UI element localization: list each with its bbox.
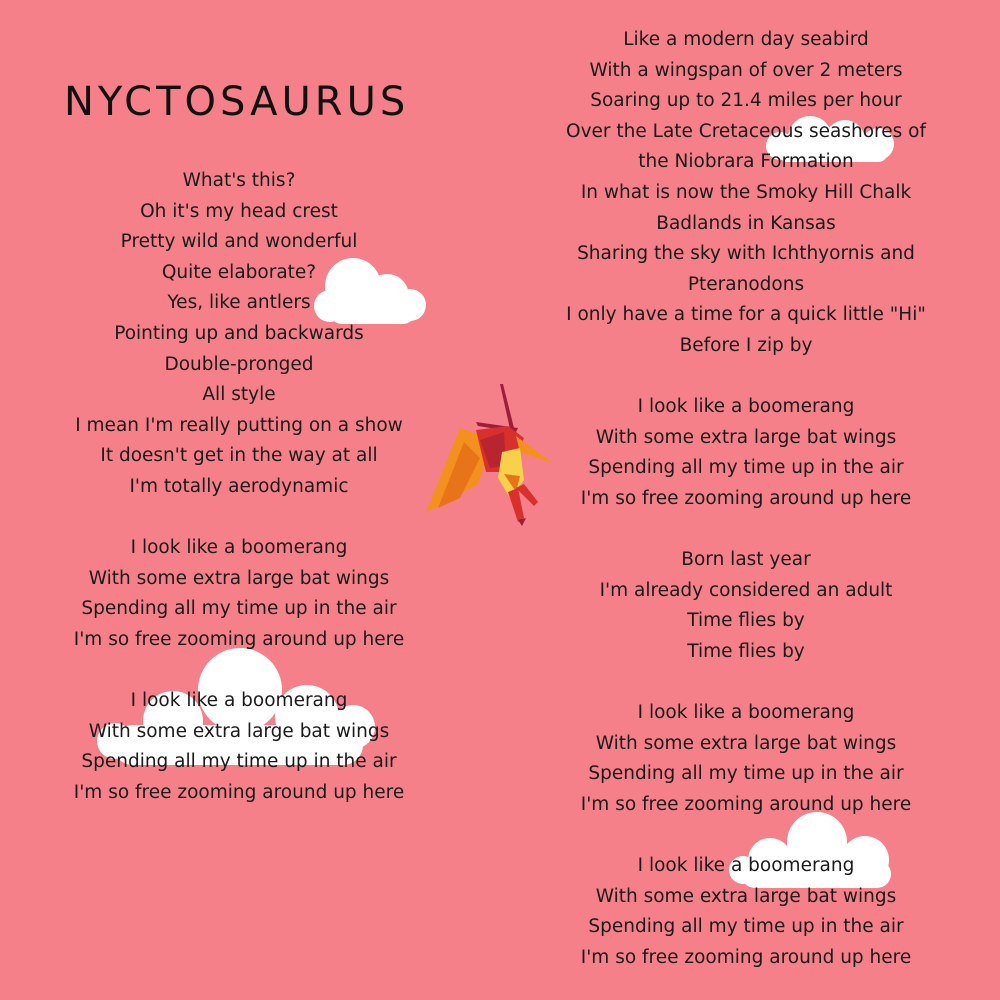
lyric-line: Born last year (681, 549, 811, 571)
lyric-line: Over the Late Cretaceous seashores of (566, 120, 926, 142)
lyric-line: Spending all my time up in the air (588, 763, 904, 785)
lyric-line: All style (202, 384, 276, 406)
lyric-line: With some extra large bat wings (88, 720, 390, 742)
lyric-line: Pretty wild and wonderful (120, 231, 358, 253)
lyric-line: I'm so free zooming around up here (580, 487, 912, 509)
stanza-break (547, 515, 945, 546)
lyric-line: With some extra large bat wings (88, 567, 390, 589)
lyric-line: I look like a boomerang (130, 537, 348, 559)
lyric-line: I'm so free zooming around up here (580, 946, 912, 968)
lyric-line: Time flies by (687, 610, 805, 632)
pterosaur-icon (420, 380, 560, 530)
lyric-line: Pteranodons (687, 273, 805, 295)
lyric-line: Pointing up and backwards (114, 322, 364, 344)
lyric-line: I'm already considered an adult (599, 579, 893, 601)
lyric-line: I mean I'm really putting on a show (75, 414, 403, 436)
lyric-line: Oh it's my head crest (140, 200, 338, 222)
lyric-line: I look like a boomerang (130, 690, 348, 712)
lyric-line: With a wingspan of over 2 meters (589, 59, 903, 81)
lyric-line: With some extra large bat wings (595, 732, 897, 754)
stanza-break (40, 503, 438, 534)
page-title: NYCTOSAURUS (64, 79, 410, 125)
lyric-line: With some extra large bat wings (595, 426, 897, 448)
lyric-line: I look like a boomerang (637, 702, 855, 724)
lyric-line: I'm so free zooming around up here (580, 793, 912, 815)
lyric-line: I'm totally aerodynamic (129, 475, 349, 497)
lyric-line: Spending all my time up in the air (81, 751, 397, 773)
lyric-line: Spending all my time up in the air (588, 457, 904, 479)
lyric-line: I look like a boomerang (637, 855, 855, 877)
lyric-line: What's this? (182, 170, 296, 191)
lyric-line: I'm so free zooming around up here (73, 628, 405, 650)
left-lyrics-column (40, 166, 438, 808)
lyric-line: Yes, like antlers (167, 292, 311, 314)
stanza-break (547, 667, 945, 698)
lyric-line: I'm so free zooming around up here (73, 781, 405, 803)
lyric-line: I only have a time for a quick little "Hi" (566, 304, 926, 326)
lyric-line: Like a modern day seabird (623, 29, 869, 50)
lyric-line: It doesn't get in the way at all (100, 445, 378, 467)
stanza-break (547, 362, 945, 393)
lyric-line: Sharing the sky with Ichthyornis and (577, 243, 915, 265)
lyric-line: Spending all my time up in the air (588, 916, 904, 938)
stanza-break (547, 820, 945, 851)
lyric-line: Soaring up to 21.4 miles per hour (590, 90, 902, 112)
lyric-line: Quite elaborate? (161, 261, 317, 283)
lyric-line: the Niobrara Formation (638, 151, 854, 173)
lyric-line: I look like a boomerang (637, 396, 855, 418)
right-lyrics-column (547, 25, 945, 973)
lyric-line: In what is now the Smoky Hill Chalk (580, 181, 912, 203)
lyric-line: Before I zip by (679, 334, 813, 356)
lyric-line: Spending all my time up in the air (81, 598, 397, 620)
lyric-line: Time flies by (687, 640, 805, 662)
lyric-line: Badlands in Kansas (656, 212, 836, 234)
lyric-line: With some extra large bat wings (595, 885, 897, 907)
lyric-line: Double-pronged (164, 353, 314, 375)
stanza-break (40, 656, 438, 687)
